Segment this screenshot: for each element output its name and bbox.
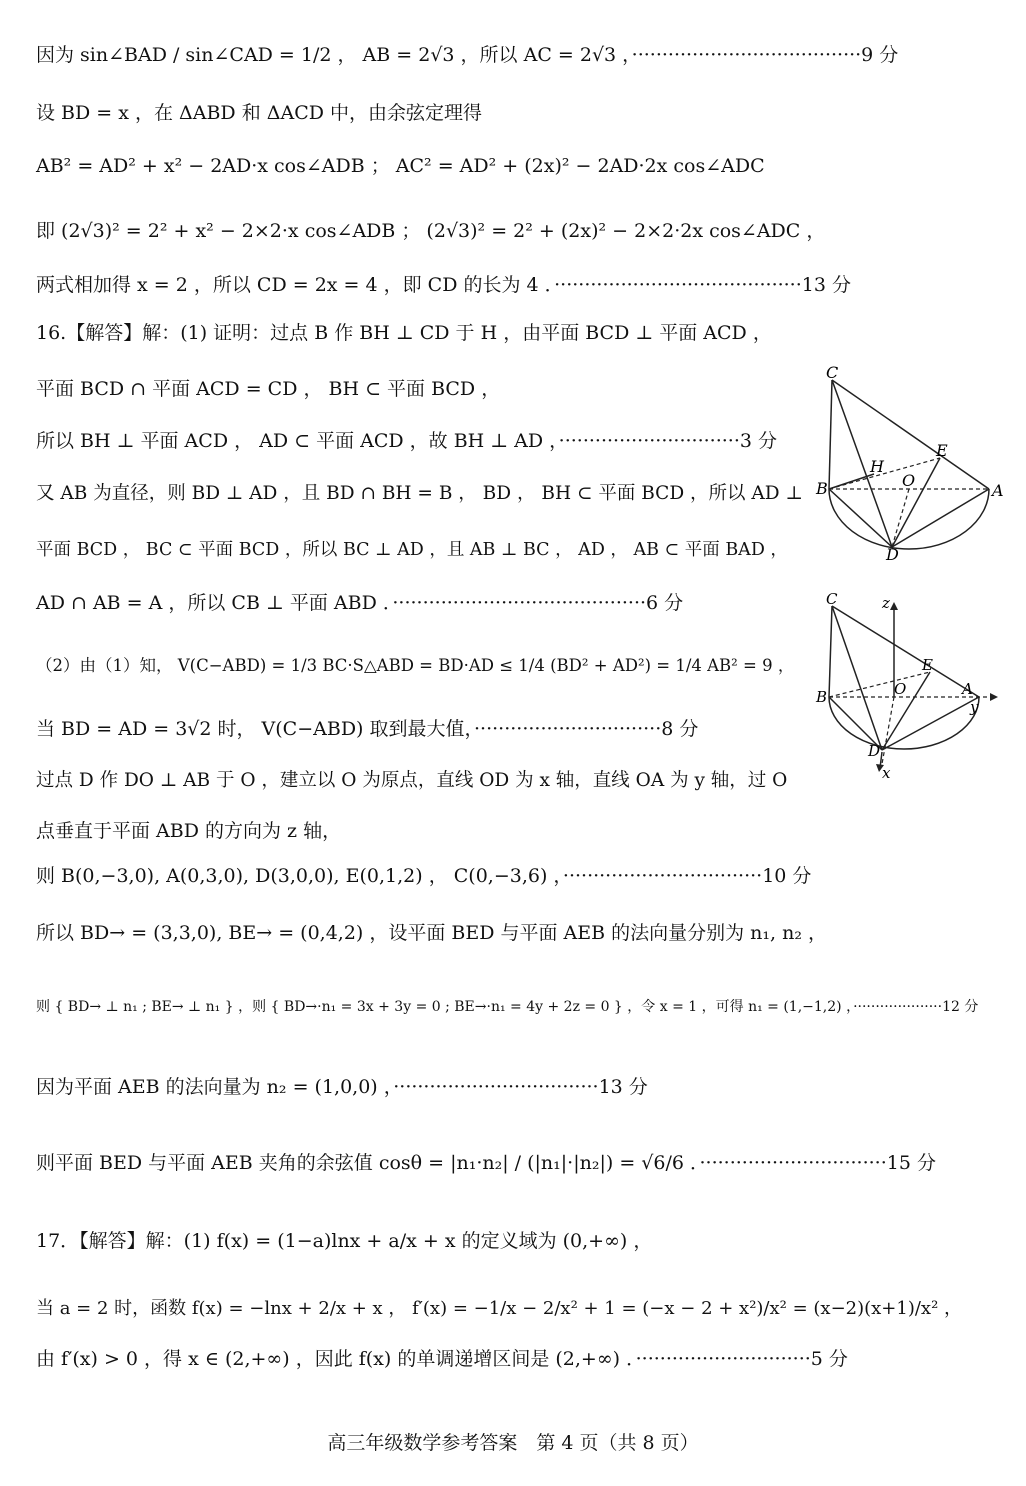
fig1-label-o: O [902, 471, 916, 490]
text-line-11: AD ∩ AB = A ，所以 CB ⊥ 平面 ABD ．··········································6 分 [36, 592, 684, 614]
text-line-10: 平面 BCD ， BC ⊂ 平面 BCD ，所以 BC ⊥ AD ，且 AB ⊥ BC ， AD ， AB ⊂ 平面 BAD ， [36, 540, 788, 560]
fig1-label-b: B [816, 479, 828, 498]
text-line-15: 点垂直于平面 ABD 的方向为 z 轴， [36, 820, 342, 842]
text-line-19: 因为平面 AEB 的法向量为 n₂ = (1,0,0) ，··································13 分 [36, 1076, 648, 1098]
text-line-5: 两式相加得 x = 2 ，所以 CD = 2x = 4 ，即 CD 的长为 4 ．·········································13 分 [36, 274, 851, 296]
text-line-23: 由 f′(x) > 0 ，得 x ∈ (2,+∞) ，因此 f(x) 的单调递增区间是 (2,+∞) ．·····························5 分 [36, 1348, 848, 1370]
fig2-label-e: E [922, 656, 933, 674]
fig2-label-x: x [882, 764, 891, 782]
text-line-4: 即 (2√3)² = 2² + x² − 2×2·x cos∠ADB ； (2√3)² = 2² + (2x)² − 2×2·2x cos∠ADC ， [36, 220, 826, 242]
fig1-label-h: H [870, 457, 884, 476]
text-line-1: 因为 sin∠BAD / sin∠CAD = 1/2 ， AB = 2√3 ，所以 AC = 2√3 ，······································9 分 [36, 44, 899, 66]
text-line-13: 当 BD = AD = 3√2 时， V(C−ABD) 取到最大值，·······························8 分 [36, 718, 699, 740]
text-line-12: （2）由（1）知， V(C−ABD) = 1/3 BC·S△ABD = BD·AD ≤ 1/4 (BD² + AD²) = 1/4 AB² = 9 ， [36, 656, 795, 675]
page-footer: 高三年级数学参考答案 第 4 页（共 8 页） [327, 1432, 699, 1454]
fig1-label-e: E [936, 441, 948, 460]
fig1-label-c: C [826, 363, 839, 382]
text-line-20: 则平面 BED 与平面 AEB 夹角的余弦值 cosθ = |n₁·n₂| / (|n₁|·|n₂|) = √6/6 ．·······························15 分 [36, 1152, 936, 1174]
fig2-label-o: O [894, 680, 907, 698]
fig2-label-d: D [868, 742, 881, 760]
text-line-21: 17．【解答】解：(1) f(x) = (1−a)lnx + a/x + x 的定义域为 (0,+∞) ， [36, 1230, 653, 1252]
text-line-6: 16.【解答】解：(1) 证明：过点 B 作 BH ⊥ CD 于 H ，由平面 BCD ⊥ 平面 ACD ， [36, 322, 772, 344]
text-line-2: 设 BD = x ，在 ΔABD 和 ΔACD 中，由余弦定理得 [36, 102, 482, 124]
fig2-label-y: y [970, 698, 979, 716]
fig2-label-b: B [816, 688, 828, 706]
text-line-9: 又 AB 为直径，则 BD ⊥ AD ，且 BD ∩ BH = B ， BD ， BH ⊂ 平面 BCD ，所以 AD ⊥ [36, 483, 803, 504]
text-line-14: 过点 D 作 DO ⊥ AB 于 O ，建立以 O 为原点，直线 OD 为 x 轴，直线 OA 为 y 轴，过 O [36, 770, 788, 791]
fig1-label-d: D [886, 545, 899, 564]
fig2-label-z: z [882, 594, 890, 612]
text-line-7: 平面 BCD ∩ 平面 ACD = CD ， BH ⊂ 平面 BCD ， [36, 378, 501, 400]
text-line-16: 则 B(0,−3,0), A(0,3,0), D(3,0,0), E(0,1,2) ， C(0,−3,6) ，·································10 分 [36, 865, 812, 887]
text-line-18: 则 { BD→ ⊥ n₁ ; BE→ ⊥ n₁ } ，则 { BD→·n₁ = 3x + 3y = 0 ; BE→·n₁ = 4y + 2z = 0 } ，令 x = 1 ，可得 n₁ = (1,−1,2) ，····················12 分 [36, 999, 979, 1015]
geometry-figure-1 [812, 362, 1002, 562]
fig2-label-c: C [826, 590, 838, 608]
geometry-figure-2 [812, 592, 1002, 782]
fig1-label-a: A [992, 481, 1004, 500]
text-line-8: 所以 BH ⊥ 平面 ACD ， AD ⊂ 平面 ACD ，故 BH ⊥ AD ，······························3 分 [36, 430, 777, 452]
fig2-label-a: A [962, 680, 973, 698]
text-line-17: 所以 BD→ = (3,3,0), BE→ = (0,4,2) ，设平面 BED 与平面 AEB 的法向量分别为 n₁, n₂ ， [36, 922, 828, 944]
text-line-22: 当 a = 2 时，函数 f(x) = −lnx + 2/x + x ， f′(x) = −1/x − 2/x² + 1 = (−x − 2 + x²)/x² = (x−2)(x+1)/x² ， [36, 1298, 963, 1319]
text-line-3: AB² = AD² + x² − 2AD·x cos∠ADB ； AC² = AD² + (2x)² − 2AD·2x cos∠ADC [36, 155, 765, 177]
